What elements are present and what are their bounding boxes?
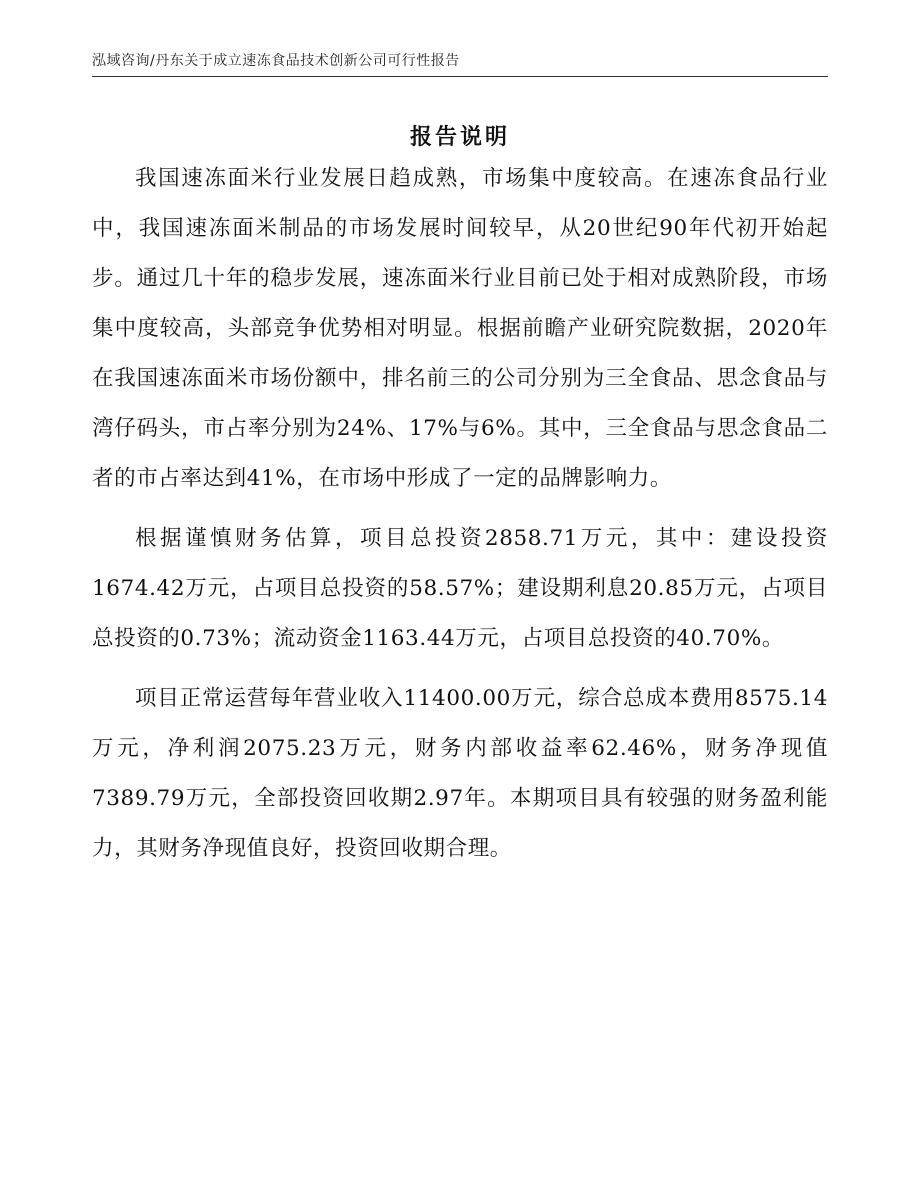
- running-header: 泓域咨询/丹东关于成立速冻食品技术创新公司可行性报告: [92, 53, 460, 69]
- document-title: 报告说明: [409, 125, 510, 150]
- paragraph-financial-returns: 项目正常运营每年营业收入11400.00万元，综合总成本费用8575.14万元，净利润2075.23万元，财务内部收益率62.46%，财务净现值7389.79万元，全部投资回收期2.97年。本期项目具有较强的财务盈利能力，其财务净现值良好，投资回收期合理。: [92, 686, 828, 861]
- document-body: [92, 154, 828, 884]
- paragraph-investment-estimate: 根据谨慎财务估算，项目总投资2858.71万元，其中：建设投资1674.42万元，占项目总投资的58.57%；建设期利息20.85万元，占项目总投资的0.73%；流动资金1163.44万元，占项目总投资的40.70%。: [92, 526, 828, 651]
- header-divider: [92, 76, 828, 77]
- paragraph-industry-overview: 我国速冻面米行业发展日趋成熟，市场集中度较高。在速冻食品行业中，我国速冻面米制品的市场发展时间较早，从20世纪90年代初开始起步。通过几十年的稳步发展，速冻面米行业目前已处于相对成熟阶段，市场集中度较高，头部竞争优势相对明显。根据前瞻产业研究院数据，2020年在我国速冻面米市场份额中，排名前三的公司分别为三全食品、思念食品与湾仔码头，市占率分别为24%、17%与6%。其中，三全食品与思念食品二者的市占率达到41%，在市场中形成了一定的品牌影响力。: [92, 166, 828, 491]
